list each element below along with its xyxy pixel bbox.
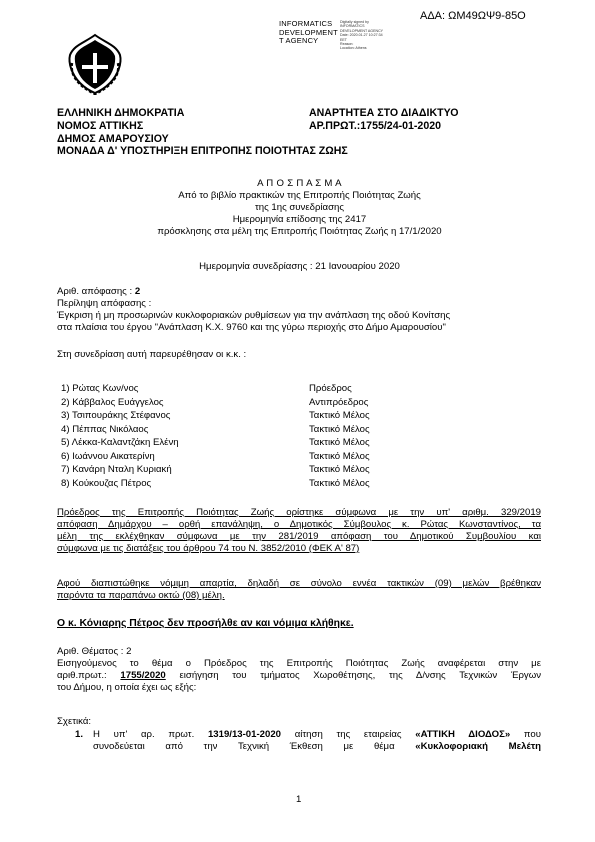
paragraph-line: παρόντα τα παραπάνω οκτώ (08) μέλη. [57,590,225,601]
paragraph-line [57,670,541,682]
member-row [61,410,391,424]
text-run: αριθ.πρωτ.: [57,670,121,681]
member-row [61,464,391,478]
member-row [61,383,391,397]
member-name: 5) Λέκκα-Καλαντζάκη Ελένη [61,437,179,448]
issuer-line: ΜΟΝΑΔΑ Δ' ΥΠΟΣΤΗΡΙΞΗ ΕΠΙΤΡΟΠΗΣ ΠΟΙΟΤΗΤΑΣ ΖΩΗΣ [57,145,348,158]
chair-paragraph [57,507,541,555]
paragraph-line: μέλη της εκλέχθηκαν σύμφωνα με την 281/2019 απόφαση του Δημοτικού Συμβουλίου και [57,531,541,542]
paragraph-line: Εισηγούμενος το θέμα ο Πρόεδρος της Επιτροπής Ποιότητας Ζωής αναφέρεται στην με [57,658,541,669]
decision-summary-line: Έγκριση ή μη προσωρινών κυκλοφοριακών ρυθμίσεων για την ανάπλαση της οδού Κονίτσης [57,310,451,321]
signature-line: Digitally signed by [340,20,369,24]
text-run: εισήγηση του τμήματος Χωροθέτησης, της Δ/νσης Τεχνικών Έργων [165,670,542,681]
issuer-left [57,107,348,158]
member-role: Τακτικό Μέλος [309,410,370,421]
member-name: 8) Κούκουζας Πέτρος [61,477,152,489]
text-run: Η υπ' αρ. πρωτ. [93,729,208,740]
decision-number-label: Αριθ. απόφασης : [57,286,133,297]
issuer-right [309,107,459,133]
extract-line: Ημερομηνία επίδοσης της 2417 [232,214,367,225]
ida-line: T AGENCY [279,36,319,45]
member-name: 1) Ρώτας Κων/νος [61,383,139,394]
digital-signature-info [340,20,383,51]
member-row [61,478,391,492]
study-title: «Κυκλοφοριακή Μελέτη [415,741,541,752]
issuer-line: ΝΟΜΟΣ ΑΤΤΙΚΗΣ [57,119,144,132]
protocol-ref: 1755/2020 [120,670,166,681]
ada-code: ΑΔΑ: ΩΜ49ΩΨ9-85Ο [420,10,526,22]
relevant-label: Σχετικά: [57,716,92,727]
member-role: Τακτικό Μέλος [309,477,370,489]
member-row [61,397,391,411]
member-role: Πρόεδρος [309,383,352,394]
greek-coat-of-arms-icon [66,33,124,95]
extract-line: πρόσκλησης στα μέλη της Επιτροπής Ποιότητας Ζωής η 17/1/2020 [157,226,442,237]
paragraph-line [93,741,541,753]
text-run: που [510,729,541,740]
member-row [61,437,391,451]
subject-label: Αριθ. Θέματος : 2 [57,646,132,657]
extract-title: Α Π Ο Σ Π Α Σ Μ Α [257,178,342,189]
relevant-item [93,729,541,753]
member-role: Τακτικό Μέλος [309,450,370,462]
ida-line: DEVELOPMENT [279,27,338,37]
decision-summary-line: στα πλαίσια του έργου "Ανάπλαση Κ.Χ. 9760 και της γύρω περιοχής στο Δήμο Αμαρουσίου" [57,322,446,333]
member-name: 2) Κάββαλος Ευάγγελος [61,396,164,408]
member-name: 3) Τσιπουράκης Στέφανος [61,410,171,421]
signature-line: Location: Athens [340,46,367,51]
text-run: αίτηση της εταιρείας [281,729,416,740]
application-ref: 1319/13-01-2020 [207,729,282,740]
absent-notice: Ο κ. Κόνιαρης Πέτρος δεν προσήλθε αν και νόμιμα κλήθηκε. [57,618,354,629]
paragraph-line: του Δήμου, η οποία έχει ως εξής: [57,682,197,693]
publish-online-label: ΑΝΑΡΤΗΤΕΑ ΣΤΟ ΔΙΑΔΙΚΤΥΟ [309,107,459,119]
meeting-date: Ημερομηνία συνεδρίασης : 21 Ιανουαρίου 2020 [199,261,400,272]
paragraph-line: απόφαση Δημάρχου – ορθή επανάληψη, ο Δημοτικός Σύμβουλος κ. Ρώτας Κωνσταντίνος, τα [57,519,541,530]
member-role: Αντιπρόεδρος [309,396,369,408]
issuer-line: ΕΛΛΗΝΙΚΗ ΔΗΜΟΚΡΑΤΙΑ [57,107,185,119]
extract-line: της 1ης συνεδρίασης [255,202,344,213]
page-number: 1 [296,794,302,805]
attendance-intro: Στη συνεδρίαση αυτή παρευρέθησαν οι κ.κ. : [57,349,247,360]
paragraph-line: σύμφωνα με τις διατάξεις του άρθρου 74 του Ν. 3852/2010 (ΦΕΚ Α' 87) [57,543,360,554]
ida-line: INFORMATICS [279,19,333,28]
issuer-line: ΔΗΜΟΣ ΑΜΑΡΟΥΣΙΟΥ [57,132,169,145]
member-role: Τακτικό Μέλος [309,464,370,475]
ida-label [279,20,338,46]
subject-paragraph [57,658,541,694]
extract-header [57,178,542,238]
member-name: 6) Ιωάννου Αικατερίνη [61,450,155,462]
paragraph-line: Αφού διαπιστώθηκε νόμιμη απαρτία, δηλαδή σε σύνολο εννέα τακτικών (09) μελών βρέθηκαν [57,578,541,589]
text-run: συνοδεύεται από την Τεχνική Έκθεση με θέμα [93,741,416,752]
signature-line: Date: 2020.01.27 10:27:34 [340,33,383,38]
members-list [61,383,391,491]
member-row [61,424,391,438]
member-name: 4) Πέππας Νικόλαος [61,423,149,435]
member-row [61,451,391,465]
signature-line: INFORMATICS [340,24,365,29]
signature-line: DEVELOPMENT AGENCY [340,28,384,33]
relevant-item-number: 1. [75,729,84,740]
decision-number [57,286,140,298]
quorum-paragraph [57,578,541,602]
paragraph-line: Πρόεδρος της Επιτροπής Ποιότητας Ζωής ορίστηκε σύμφωνα με την υπ' αριθμ. 329/2019 [57,507,541,518]
paragraph-line [93,729,541,741]
signature-line: Reason: [340,42,354,47]
member-role: Τακτικό Μέλος [309,423,370,435]
signature-line: EET [340,37,347,42]
decision-number-value: 2 [134,286,141,297]
decision-summary-label: Περίληψη απόφασης : [57,298,152,309]
member-role: Τακτικό Μέλος [309,437,370,448]
protocol-number: ΑΡ.ΠΡΩΤ.:1755/24-01-2020 [309,119,441,132]
extract-line: Από το βιβλίο πρακτικών της Επιτροπής Ποιότητας Ζωής [178,190,421,201]
member-name: 7) Κανάρη Νταλη Κυριακή [61,464,172,475]
company-name: «ΑΤΤΙΚΗ ΔΙΟΔΟΣ» [415,729,511,740]
